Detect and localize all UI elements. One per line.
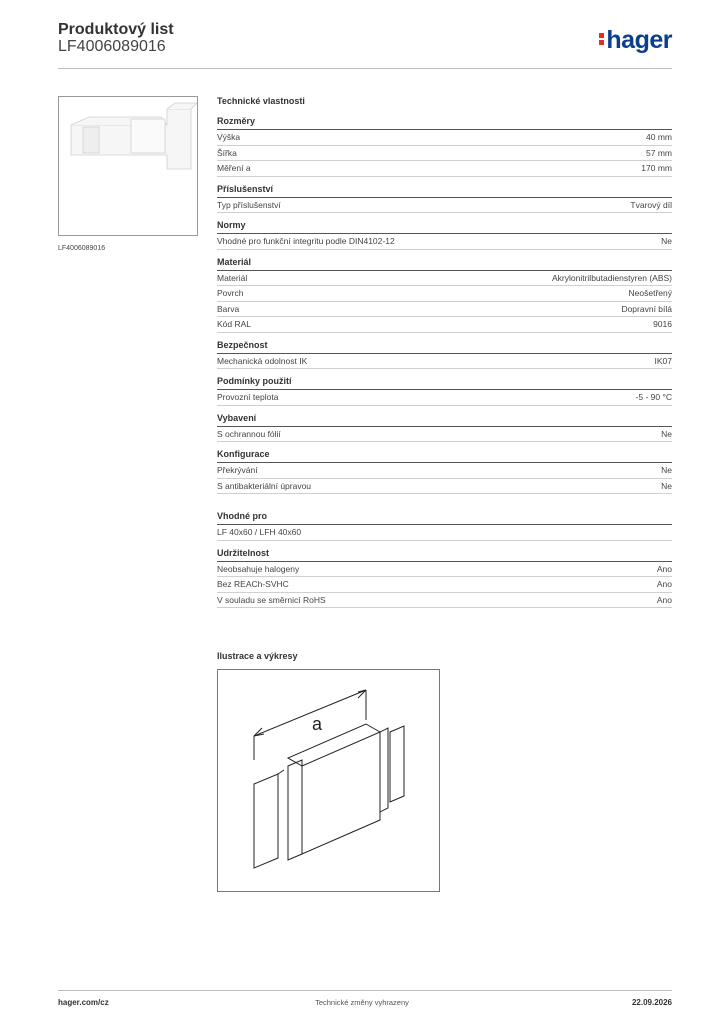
hager-logo (599, 26, 672, 55)
spec-label: Provozní teplota (217, 392, 279, 402)
spec-label: Vhodné pro funkční integritu podle DIN4102-12 (217, 236, 395, 246)
spec-label: Šířka (217, 147, 237, 158)
spec-group-title: Normy (217, 220, 672, 234)
spec-label: Překrývání (217, 465, 258, 475)
spec-row (217, 302, 672, 318)
spec-value: Ne (661, 465, 672, 475)
spec-group-title: Vhodné pro (217, 511, 672, 525)
spec-group-title: Udržitelnost (217, 548, 672, 562)
spec-row (217, 271, 672, 287)
spec-row (217, 286, 672, 302)
spec-value: Ano (656, 579, 672, 589)
footer-date: 22.09.2026 (631, 998, 672, 1007)
spec-row (217, 390, 672, 406)
spec-label: V souladu se směrnicí RoHS (217, 594, 326, 605)
spec-group-title: Rozměry (217, 116, 672, 130)
spec-value: 170 mm (641, 163, 672, 173)
product-thumbnail (58, 96, 198, 236)
spec-value: Ne (661, 480, 672, 491)
spec-group (217, 184, 672, 214)
spec-row (217, 130, 672, 146)
spec-group (217, 449, 672, 494)
spec-row (217, 479, 672, 495)
product-thumbnail-image (59, 97, 197, 235)
spec-group (217, 376, 672, 406)
logo-dots-icon (599, 33, 604, 47)
product-code: LF4006089016 (58, 38, 166, 55)
group-spacer (217, 501, 672, 511)
spec-group-title: Podmínky použití (217, 376, 672, 390)
spec-group-title: Konfigurace (217, 449, 672, 463)
footer-notice: Technické změny vyhrazeny (315, 998, 409, 1007)
spec-row (217, 198, 672, 214)
spec-value: -5 - 90 °C (635, 392, 672, 402)
spec-value: 40 mm (646, 132, 672, 142)
spec-row (217, 354, 672, 370)
spec-row (217, 593, 672, 609)
dimension-a-label: a (312, 714, 323, 734)
spec-value: Ne (661, 236, 672, 246)
spec-row (217, 525, 672, 541)
spec-value: 57 mm (646, 147, 672, 158)
spec-value: Dopravní bílá (621, 303, 672, 314)
logo-text: hager (606, 26, 672, 54)
footer-website-link[interactable]: hager.com/cz (58, 998, 109, 1007)
spec-value: Ano (656, 594, 672, 605)
spec-label: Povrch (217, 288, 244, 298)
spec-label: Typ příslušenství (217, 199, 281, 210)
spec-group (217, 548, 672, 609)
spec-value: 9016 (653, 319, 672, 329)
spec-group (217, 257, 672, 333)
spec-label: LF 40x60 / LFH 40x60 (217, 527, 302, 537)
spec-group (217, 340, 672, 370)
spec-value: Neošetřený (628, 288, 672, 298)
spec-group (217, 116, 672, 177)
specs-heading: Technické vlastnosti (217, 96, 305, 106)
spec-row (217, 463, 672, 479)
spec-row (217, 161, 672, 177)
spec-group (217, 511, 672, 541)
spec-label: Barva (217, 303, 240, 314)
spec-group-title: Příslušenství (217, 184, 672, 198)
spec-label: Výška (217, 132, 241, 142)
spec-group-title: Vybavení (217, 413, 672, 427)
spec-row (217, 234, 672, 250)
illustrations-heading: Ilustrace a výkresy (217, 651, 298, 661)
footer-divider (58, 990, 672, 991)
technical-specs (217, 96, 672, 615)
spec-label: Bez REACh-SVHC (217, 579, 289, 589)
spec-group-title: Materiál (217, 257, 672, 271)
spec-label: Měření a (217, 163, 251, 173)
spec-label: Neobsahuje halogeny (217, 563, 300, 574)
spec-value: Tvarový díl (630, 199, 672, 210)
thumbnail-caption: LF4006089016 (58, 245, 106, 252)
tee-piece-drawing (218, 670, 439, 891)
spec-label: S ochrannou fólií (217, 428, 281, 439)
header-divider (58, 68, 672, 69)
spec-value: Ano (656, 563, 672, 574)
spec-label: Mechanická odolnost IK (217, 355, 308, 366)
spec-row (217, 562, 672, 578)
spec-value: IK07 (654, 355, 672, 366)
spec-value: Akrylonitrilbutadienstyren (ABS) (552, 272, 672, 283)
spec-label: Materiál (217, 272, 248, 283)
spec-group (217, 220, 672, 250)
spec-group-title: Bezpečnost (217, 340, 672, 354)
page-title: Produktový list (58, 21, 174, 38)
spec-row (217, 317, 672, 333)
spec-row (217, 146, 672, 162)
spec-label: Kód RAL (217, 319, 252, 329)
spec-row (217, 427, 672, 443)
spec-row (217, 577, 672, 593)
technical-drawing (217, 669, 440, 892)
spec-value: Ne (661, 428, 672, 439)
spec-label: S antibakteriální úpravou (217, 480, 312, 491)
spec-groups (217, 116, 672, 608)
spec-group (217, 413, 672, 443)
